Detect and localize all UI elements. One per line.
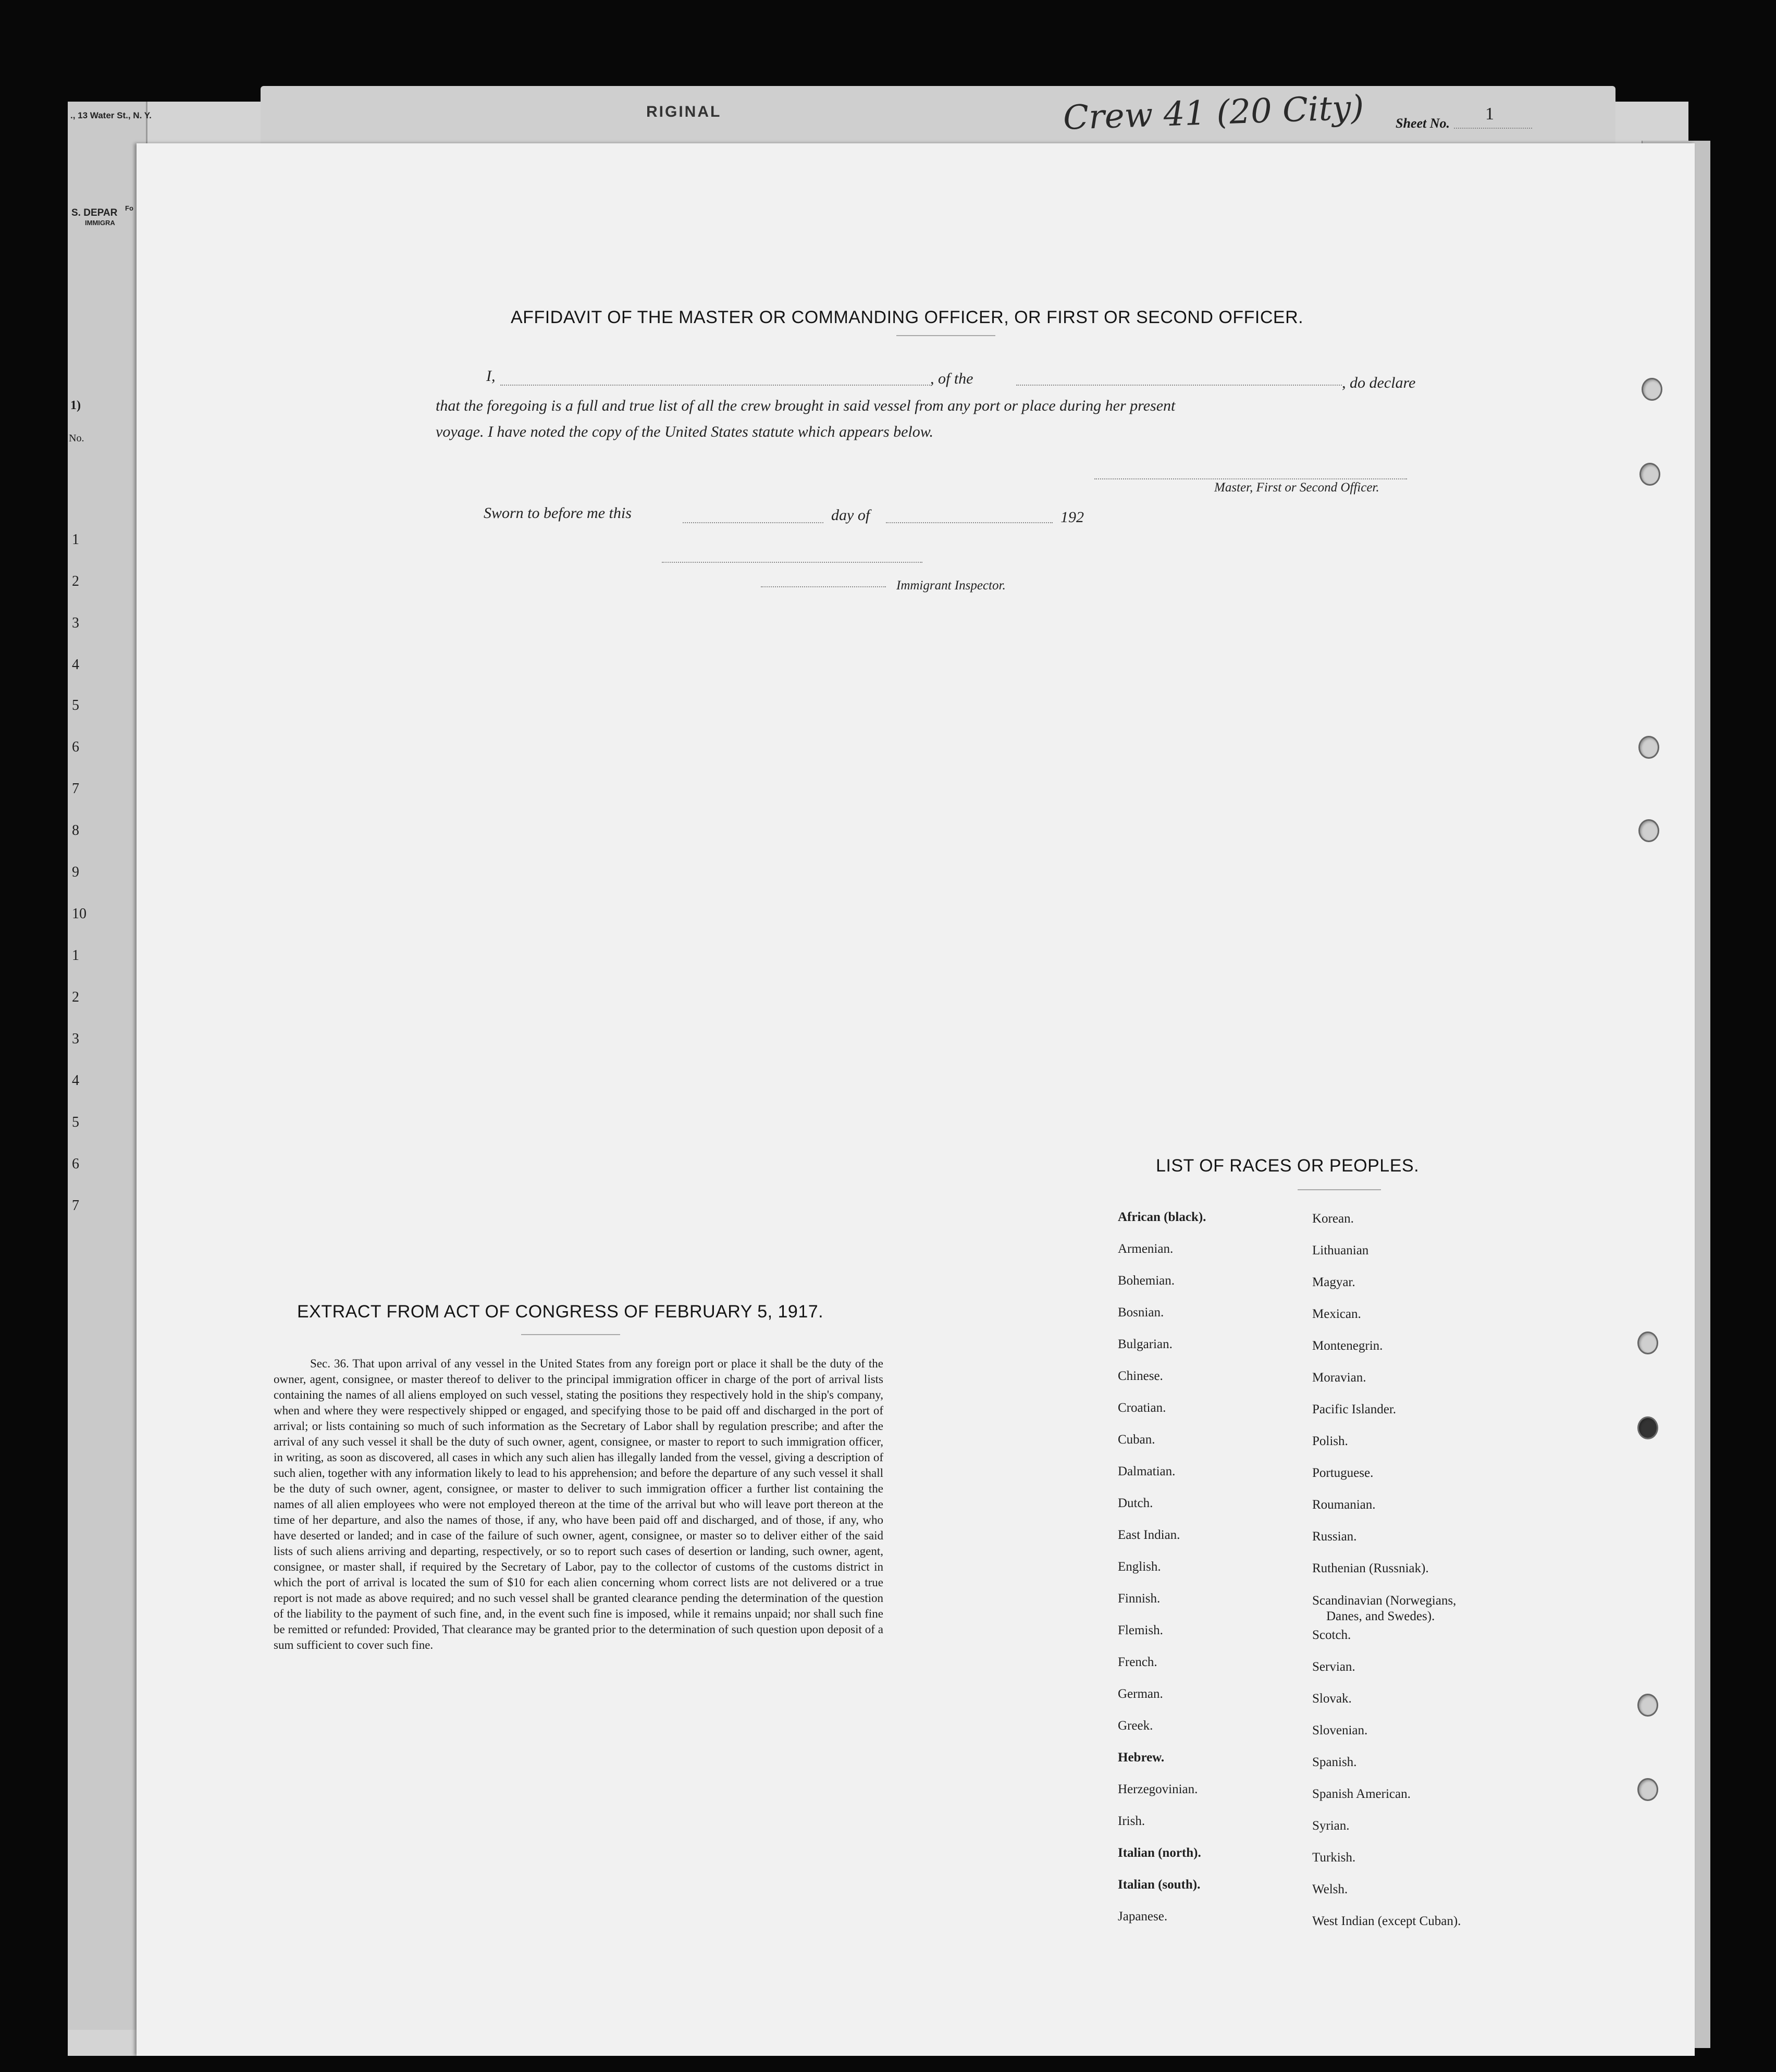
underlying-left-strip xyxy=(68,102,147,2030)
race-item: African (black). xyxy=(1118,1210,1206,1224)
race-item: Welsh. xyxy=(1312,1882,1348,1896)
binder-hole xyxy=(1637,1331,1658,1354)
address-fragment: ., 13 Water St., N. Y. xyxy=(70,110,152,120)
extract-body xyxy=(274,1356,883,1653)
inspector-signature-line xyxy=(662,562,922,563)
line-number: 4 xyxy=(72,1072,79,1089)
race-item: Montenegrin. xyxy=(1312,1339,1383,1353)
race-item: Greek. xyxy=(1118,1719,1153,1733)
race-item: Irish. xyxy=(1118,1814,1145,1828)
race-item: Japanese. xyxy=(1118,1909,1168,1923)
affidavit-line-3: voyage. I have noted the copy of the United States statute which appears below. xyxy=(436,423,934,440)
line-number: 6 xyxy=(72,1156,79,1172)
column-heading: 1) xyxy=(70,399,81,412)
underlying-sheet-top-edge xyxy=(261,86,1615,143)
line-number: 5 xyxy=(72,1114,79,1130)
races-title-underline xyxy=(1298,1189,1381,1190)
original-stamp-fragment: RIGINAL xyxy=(646,103,722,120)
race-item: Chinese. xyxy=(1118,1369,1163,1383)
sworn-day-line xyxy=(683,522,823,523)
race-item: Scotch. xyxy=(1312,1628,1351,1642)
line-number: 10 xyxy=(72,906,87,922)
race-item: Servian. xyxy=(1312,1660,1355,1674)
immigra-fragment: IMMIGRA xyxy=(85,219,115,227)
extract-title-underline xyxy=(521,1334,620,1335)
race-item: Turkish. xyxy=(1312,1851,1356,1865)
binder-hole xyxy=(1638,819,1659,842)
race-item: Hebrew. xyxy=(1118,1750,1165,1765)
line-number: 9 xyxy=(72,864,79,880)
day-of-label: day of xyxy=(831,507,870,524)
extract-title: EXTRACT FROM ACT OF CONGRESS OF FEBRUARY 5, 1917. xyxy=(297,1302,824,1322)
handwritten-crew-note: Crew 41 (20 City) xyxy=(1062,88,1365,138)
race-item: Russian. xyxy=(1312,1530,1357,1544)
dept-fragment: S. DEPAR xyxy=(71,207,118,218)
sheet-number-line xyxy=(1454,128,1532,129)
race-item: Italian (south). xyxy=(1118,1878,1201,1892)
race-item: Mexican. xyxy=(1312,1307,1361,1321)
race-item: Spanish. xyxy=(1312,1755,1357,1769)
race-item: Polish. xyxy=(1312,1434,1348,1448)
sworn-month-line xyxy=(886,522,1053,523)
race-item: Scandinavian (Norwegians, xyxy=(1312,1594,1457,1608)
master-signature-line xyxy=(1094,478,1407,479)
binder-hole xyxy=(1639,463,1660,486)
binder-hole xyxy=(1637,1778,1658,1801)
races-title: LIST OF RACES OR PEOPLES. xyxy=(1156,1156,1420,1176)
declarant-name-line xyxy=(500,385,930,386)
race-item: Dutch. xyxy=(1118,1496,1153,1510)
line-number: 4 xyxy=(72,657,79,673)
race-item: Roumanian. xyxy=(1312,1498,1376,1512)
race-item: Bohemian. xyxy=(1118,1274,1175,1288)
race-item: Slovak. xyxy=(1312,1692,1352,1706)
of-the-label: , of the xyxy=(930,370,973,387)
race-item: Bulgarian. xyxy=(1118,1337,1173,1351)
race-item: Magyar. xyxy=(1312,1275,1355,1289)
binder-hole xyxy=(1638,736,1659,759)
declare-label: , do declare xyxy=(1342,374,1416,391)
line-number: 2 xyxy=(72,989,79,1005)
race-item: English. xyxy=(1118,1560,1161,1574)
line-number: 3 xyxy=(72,615,79,631)
race-item: Cuban. xyxy=(1118,1433,1155,1447)
race-item: Bosnian. xyxy=(1118,1305,1164,1319)
line-number: 5 xyxy=(72,697,79,713)
race-item: Portuguese. xyxy=(1312,1466,1374,1480)
race-item: Flemish. xyxy=(1118,1623,1163,1637)
race-item: Lithuanian xyxy=(1312,1243,1369,1257)
race-item: Syrian. xyxy=(1312,1819,1350,1833)
column-sub: No. xyxy=(69,433,84,444)
race-item: Slovenian. xyxy=(1312,1723,1368,1737)
sworn-year: 192 xyxy=(1060,509,1084,526)
affidavit-title: AFFIDAVIT OF THE MASTER OR COMMANDING OFFICER, OR FIRST OR SECOND OFFICER. xyxy=(511,307,1304,327)
race-item: Dalmatian. xyxy=(1118,1464,1176,1478)
race-item: Spanish American. xyxy=(1312,1787,1411,1801)
affidavit-line-2: that the foregoing is a full and true list of all the crew brought in said vessel from any port or place during her present xyxy=(436,397,1176,414)
line-number: 1 xyxy=(72,532,79,548)
line-number: 6 xyxy=(72,739,79,755)
section-36-text: Sec. 36. That upon arrival of any vessel in the United States from any foreign port or place it shall be the duty of the owner, agent, consignee, or master thereof to deliver to the principal immigration officer in charge of the port of arrival lists containing the names of all aliens employed on such vessel, stating the positions they respectively hold in the ship's company, when and where they were respectively shipped or engaged, and specifying those to be paid off and discharged in the port of arrival; or lists containing so much of such information as the Secretary of Labor shall by regulation prescribe; and after the arrival of any such vessel it shall be the duty of such owner, agent, consignee, or master to report to such immigration officer, in writing, as soon as discovered, all cases in which any such alien has illegally landed from the vessel, giving a description of such alien, together with any information likely to lead to his apprehension; and before the departure of any such vessel it shall be the duty of such owner, agent, consignee, or master to deliver to such immigration officer a further list containing the names of all alien employees who were not employed thereon at the time of the arrival but who will leave port thereon at the time of her departure, and also the names of those, if any, who have been paid off and discharged, and of those, if any, who have deserted or landed; and in case of the failure of such owner, agent, consignee, or master so to deliver either of the said lists of such aliens arriving and departing, respectively, or so to report such cases of desertion or landing, such owner, agent, consignee, or master shall, if required by the Secretary of Labor, pay to the collector of customs of the customs district in which the port of arrival is located the sum of $10 for each alien concerning whom correct lists are not delivered or a true report is not made as above required; and no such vessel shall be granted clearance pending the determination of the question of the liability to the payment of such fine, and, in the event such fine is imposed, while it remains unpaid; nor shall such fine be remitted or refunded: Provided, That clearance may be granted prior to the determination of such question upon deposit of a sum sufficient to cover such fine. xyxy=(274,1357,883,1651)
binder-hole xyxy=(1637,1416,1658,1439)
fragment-fo: Fo xyxy=(125,204,133,212)
race-item: Danes, and Swedes). xyxy=(1326,1609,1435,1623)
declarant-prefix: I, xyxy=(486,367,496,385)
sheet-number-label: Sheet No. xyxy=(1396,116,1450,131)
line-number: 1 xyxy=(72,947,79,964)
race-item: German. xyxy=(1118,1687,1163,1701)
race-item: Korean. xyxy=(1312,1212,1354,1226)
line-number: 2 xyxy=(72,573,79,589)
race-item: Croatian. xyxy=(1118,1401,1166,1415)
race-item: French. xyxy=(1118,1655,1157,1669)
binder-hole xyxy=(1642,378,1662,401)
race-item: West Indian (except Cuban). xyxy=(1312,1914,1461,1928)
race-item: Ruthenian (Russniak). xyxy=(1312,1561,1429,1575)
race-item: Armenian. xyxy=(1118,1242,1174,1256)
line-number: 8 xyxy=(72,822,79,838)
line-number: 7 xyxy=(72,781,79,797)
race-item: Pacific Islander. xyxy=(1312,1402,1397,1416)
title-underline xyxy=(896,335,995,336)
race-item: Moravian. xyxy=(1312,1371,1366,1385)
line-number: 3 xyxy=(72,1031,79,1047)
inspector-short-line xyxy=(761,586,886,587)
sworn-text: Sworn to before me this xyxy=(484,504,632,522)
race-item: Italian (north). xyxy=(1118,1846,1201,1860)
vessel-name-line xyxy=(1016,385,1342,386)
race-item: Herzegovinian. xyxy=(1118,1782,1198,1796)
master-signature-label: Master, First or Second Officer. xyxy=(1214,480,1379,495)
race-item: East Indian. xyxy=(1118,1528,1180,1542)
line-number: 7 xyxy=(72,1198,79,1214)
binder-hole xyxy=(1637,1694,1658,1717)
inspector-label: Immigrant Inspector. xyxy=(896,578,1006,593)
sheet-number-value: 1 xyxy=(1485,104,1494,124)
race-item: Finnish. xyxy=(1118,1592,1161,1606)
